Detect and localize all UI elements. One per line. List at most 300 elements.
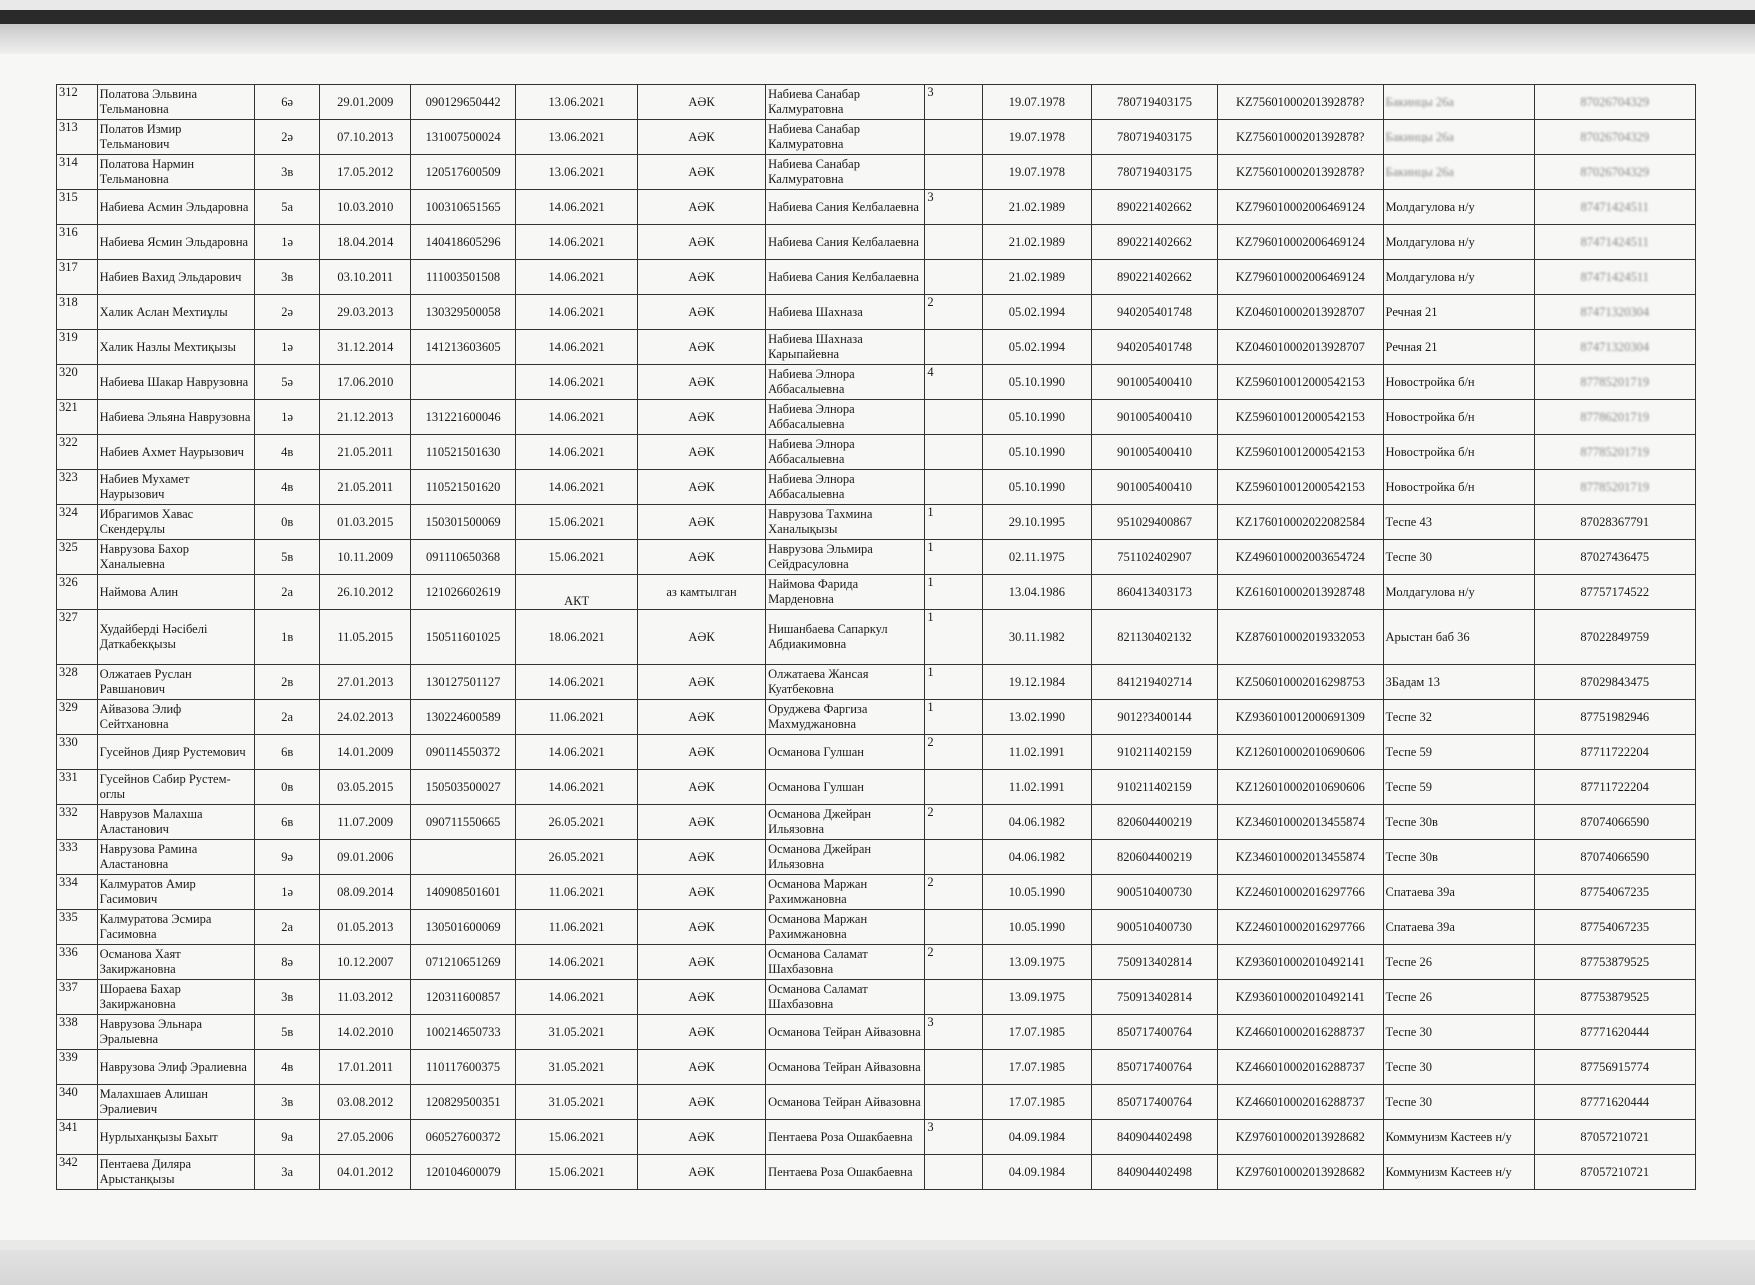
basis-cell: АӘК	[638, 610, 766, 665]
table-row	[57, 330, 1696, 365]
student-iin-cell: 090114550372	[411, 735, 516, 770]
phone-cell: 87026704329	[1534, 155, 1695, 190]
student-iin-cell: 140908501601	[411, 875, 516, 910]
class-cell: 2а	[254, 700, 320, 735]
parent-birth-date-cell: 04.09.1984	[982, 1155, 1091, 1190]
date-cell: 14.06.2021	[516, 945, 638, 980]
student-iin-cell: 120311600857	[411, 980, 516, 1015]
parent-birth-date-cell: 17.07.1985	[982, 1085, 1091, 1120]
birth-date-cell: 31.12.2014	[320, 330, 411, 365]
student-name: Полатова Нармин Тельмановна	[97, 155, 254, 190]
parent-birth-date-cell: 19.07.1978	[982, 85, 1091, 120]
parent-birth-date-cell: 10.05.1990	[982, 910, 1091, 945]
parent-iin-cell: 901005400410	[1091, 400, 1217, 435]
birth-date-cell: 03.10.2011	[320, 260, 411, 295]
class-cell: 4в	[254, 470, 320, 505]
phone-cell: 87754067235	[1534, 910, 1695, 945]
parent-iin-cell: 901005400410	[1091, 435, 1217, 470]
parent-birth-date-cell: 19.12.1984	[982, 665, 1091, 700]
class-cell: 0в	[254, 505, 320, 540]
student-iin-cell: 120104600079	[411, 1155, 516, 1190]
children-count-cell	[925, 1085, 982, 1120]
table-row	[57, 85, 1696, 120]
parent-name-cell: Набиева Санабар Калмуратовна	[766, 155, 925, 190]
children-count-cell: 2	[925, 805, 982, 840]
table-row	[57, 540, 1696, 575]
phone-cell: 87785201719	[1534, 365, 1695, 400]
children-count-cell	[925, 470, 982, 505]
date-cell: 15.06.2021	[516, 540, 638, 575]
row-number: 325	[57, 540, 98, 575]
date-cell: 14.06.2021	[516, 295, 638, 330]
birth-date-cell: 18.04.2014	[320, 225, 411, 260]
row-number: 328	[57, 665, 98, 700]
children-count-cell: 3	[925, 85, 982, 120]
row-number: 341	[57, 1120, 98, 1155]
birth-date-cell: 03.05.2015	[320, 770, 411, 805]
table-row	[57, 260, 1696, 295]
parent-name-cell: Пентаева Роза Ошакбаевна	[766, 1155, 925, 1190]
parent-name-cell: Османова Маржан Рахимжановна	[766, 875, 925, 910]
class-cell: 1ә	[254, 225, 320, 260]
row-number: 317	[57, 260, 98, 295]
children-count-cell: 4	[925, 365, 982, 400]
class-cell: 5а	[254, 190, 320, 225]
birth-date-cell: 11.03.2012	[320, 980, 411, 1015]
basis-cell: АӘК	[638, 540, 766, 575]
phone-cell: 87057210721	[1534, 1155, 1695, 1190]
row-number: 327	[57, 610, 98, 665]
parent-iin-cell: 890221402662	[1091, 190, 1217, 225]
parent-iin-cell: 840904402498	[1091, 1120, 1217, 1155]
student-iin-cell: 100310651565	[411, 190, 516, 225]
row-number: 331	[57, 770, 98, 805]
birth-date-cell: 17.01.2011	[320, 1050, 411, 1085]
row-number: 337	[57, 980, 98, 1015]
class-cell: 2в	[254, 665, 320, 700]
parent-iin-cell: 821130402132	[1091, 610, 1217, 665]
student-name: Османова Хаят Закиржановна	[97, 945, 254, 980]
row-number: 339	[57, 1050, 98, 1085]
class-cell: 3в	[254, 155, 320, 190]
student-name: Набиева Эльяна Наврузовна	[97, 400, 254, 435]
phone-cell: 87471320304	[1534, 295, 1695, 330]
parent-birth-date-cell: 17.07.1985	[982, 1015, 1091, 1050]
student-name: Гусейнов Дияр Рустемович	[97, 735, 254, 770]
table-row	[57, 505, 1696, 540]
birth-date-cell: 09.01.2006	[320, 840, 411, 875]
phone-cell: 87785201719	[1534, 470, 1695, 505]
date-cell: 11.06.2021	[516, 700, 638, 735]
birth-date-cell: 29.01.2009	[320, 85, 411, 120]
basis-cell: аз камтылган	[638, 575, 766, 610]
student-iin-cell: 110521501630	[411, 435, 516, 470]
address-cell: Новостройка б/н	[1383, 400, 1534, 435]
table-row	[57, 295, 1696, 330]
basis-cell: АӘК	[638, 980, 766, 1015]
parent-iin-cell: 910211402159	[1091, 735, 1217, 770]
date-cell: 11.06.2021	[516, 875, 638, 910]
date-cell: 14.06.2021	[516, 435, 638, 470]
student-iin-cell: 110521501620	[411, 470, 516, 505]
date-cell: 13.06.2021	[516, 120, 638, 155]
iban-cell: KZ496010002003654724	[1217, 540, 1383, 575]
basis-cell: АӘК	[638, 840, 766, 875]
iban-cell: KZ796010002006469124	[1217, 190, 1383, 225]
student-iin-cell: 131221600046	[411, 400, 516, 435]
row-number: 322	[57, 435, 98, 470]
birth-date-cell: 03.08.2012	[320, 1085, 411, 1120]
student-name: Набиева Шакар Наврузовна	[97, 365, 254, 400]
students-table	[56, 84, 1696, 1190]
student-iin-cell	[411, 365, 516, 400]
date-cell: 15.06.2021	[516, 1120, 638, 1155]
parent-iin-cell: 841219402714	[1091, 665, 1217, 700]
row-number: 338	[57, 1015, 98, 1050]
address-cell: Молдагулова н/у	[1383, 225, 1534, 260]
student-name: Наврузова Бахор Ханалыевна	[97, 540, 254, 575]
student-name: Калмуратов Амир Гасимович	[97, 875, 254, 910]
date-cell: 31.05.2021	[516, 1015, 638, 1050]
address-cell: Теспе 26	[1383, 980, 1534, 1015]
student-name: Гусейнов Сабир Рустем-оглы	[97, 770, 254, 805]
birth-date-cell: 17.05.2012	[320, 155, 411, 190]
parent-name-cell: Османова Маржан Рахимжановна	[766, 910, 925, 945]
iban-cell: KZ75601000201392878?	[1217, 120, 1383, 155]
birth-date-cell: 27.05.2006	[320, 1120, 411, 1155]
iban-cell: KZ346010002013455874	[1217, 805, 1383, 840]
class-cell: 9а	[254, 1120, 320, 1155]
parent-birth-date-cell: 05.10.1990	[982, 435, 1091, 470]
parent-birth-date-cell: 17.07.1985	[982, 1050, 1091, 1085]
basis-cell: АӘК	[638, 400, 766, 435]
birth-date-cell: 21.12.2013	[320, 400, 411, 435]
parent-iin-cell: 751102402907	[1091, 540, 1217, 575]
class-cell: 1ә	[254, 400, 320, 435]
class-cell: 5ә	[254, 365, 320, 400]
parent-iin-cell: 780719403175	[1091, 155, 1217, 190]
row-number: 332	[57, 805, 98, 840]
student-iin-cell: 111003501508	[411, 260, 516, 295]
iban-cell: KZ466010002016288737	[1217, 1015, 1383, 1050]
address-cell: Теспе 30	[1383, 1015, 1534, 1050]
children-count-cell: 3	[925, 1120, 982, 1155]
date-cell: 11.06.2021	[516, 910, 638, 945]
phone-cell: 87057210721	[1534, 1120, 1695, 1155]
table-row	[57, 400, 1696, 435]
iban-cell: KZ936010012000691309	[1217, 700, 1383, 735]
basis-cell: АӘК	[638, 1050, 766, 1085]
address-cell: Теспе 59	[1383, 770, 1534, 805]
table-row	[57, 435, 1696, 470]
basis-cell: АӘК	[638, 1085, 766, 1120]
table-row	[57, 665, 1696, 700]
parent-iin-cell: 910211402159	[1091, 770, 1217, 805]
student-name: Наврузова Рамина Аластановна	[97, 840, 254, 875]
iban-cell: KZ976010002013928682	[1217, 1155, 1383, 1190]
class-cell: 6ә	[254, 85, 320, 120]
basis-cell: АӘК	[638, 665, 766, 700]
table-row	[57, 700, 1696, 735]
class-cell: 3в	[254, 1085, 320, 1120]
address-cell: Бакинцы 26а	[1383, 120, 1534, 155]
student-iin-cell: 100214650733	[411, 1015, 516, 1050]
parent-name-cell: Набиева Шахназа Карыпайевна	[766, 330, 925, 365]
parent-birth-date-cell: 04.06.1982	[982, 840, 1091, 875]
student-name: Нурлыханқызы Бахыт	[97, 1120, 254, 1155]
birth-date-cell: 24.02.2013	[320, 700, 411, 735]
class-cell: 6в	[254, 735, 320, 770]
basis-cell: АӘК	[638, 470, 766, 505]
iban-cell: KZ246010002016297766	[1217, 910, 1383, 945]
table-row	[57, 1050, 1696, 1085]
parent-birth-date-cell: 13.09.1975	[982, 945, 1091, 980]
class-cell: 3в	[254, 980, 320, 1015]
parent-birth-date-cell: 21.02.1989	[982, 190, 1091, 225]
birth-date-cell: 01.03.2015	[320, 505, 411, 540]
parent-iin-cell: 890221402662	[1091, 260, 1217, 295]
basis-cell: АӘК	[638, 770, 766, 805]
children-count-cell: 1	[925, 575, 982, 610]
parent-birth-date-cell: 02.11.1975	[982, 540, 1091, 575]
address-cell: Спатаева 39а	[1383, 875, 1534, 910]
date-cell: 15.06.2021	[516, 505, 638, 540]
class-cell: 4в	[254, 435, 320, 470]
row-number: 326	[57, 575, 98, 610]
parent-name-cell: Османова Гулшан	[766, 735, 925, 770]
class-cell: 5в	[254, 1015, 320, 1050]
iban-cell: KZ176010002022082584	[1217, 505, 1383, 540]
row-number: 340	[57, 1085, 98, 1120]
parent-name-cell: Набиева Элнора Аббасалыевна	[766, 365, 925, 400]
children-count-cell	[925, 910, 982, 945]
table-row	[57, 735, 1696, 770]
children-count-cell	[925, 980, 982, 1015]
table-row	[57, 1155, 1696, 1190]
student-iin-cell	[411, 840, 516, 875]
iban-cell: KZ466010002016288737	[1217, 1085, 1383, 1120]
birth-date-cell: 17.06.2010	[320, 365, 411, 400]
children-count-cell	[925, 1155, 982, 1190]
student-name: Шораева Бахар Закиржановна	[97, 980, 254, 1015]
row-number: 318	[57, 295, 98, 330]
scan-edge-bottom	[0, 1250, 1755, 1285]
table-row	[57, 120, 1696, 155]
student-name: Олжатаев Руслан Равшанович	[97, 665, 254, 700]
children-count-cell: 1	[925, 505, 982, 540]
class-cell: 1ә	[254, 330, 320, 365]
address-cell: Речная 21	[1383, 295, 1534, 330]
basis-cell: АӘК	[638, 295, 766, 330]
birth-date-cell: 26.10.2012	[320, 575, 411, 610]
table-row	[57, 610, 1696, 665]
address-cell: Теспе 30	[1383, 540, 1534, 575]
table-row	[57, 1120, 1696, 1155]
children-count-cell	[925, 435, 982, 470]
parent-name-cell: Набиева Элнора Аббасалыевна	[766, 435, 925, 470]
row-number: 312	[57, 85, 98, 120]
student-name: Полатова Эльвина Тельмановна	[97, 85, 254, 120]
address-cell: Молдагулова н/у	[1383, 575, 1534, 610]
address-cell: Новостройка б/н	[1383, 365, 1534, 400]
table-row	[57, 910, 1696, 945]
children-count-cell: 2	[925, 295, 982, 330]
parent-iin-cell: 9012?3400144	[1091, 700, 1217, 735]
date-cell: 14.06.2021	[516, 260, 638, 295]
children-count-cell: 2	[925, 945, 982, 980]
birth-date-cell: 11.07.2009	[320, 805, 411, 840]
address-cell: Арыстан баб 36	[1383, 610, 1534, 665]
basis-cell: АӘК	[638, 1120, 766, 1155]
parent-birth-date-cell: 04.06.1982	[982, 805, 1091, 840]
date-cell: АКТ	[516, 575, 638, 610]
children-count-cell: 3	[925, 1015, 982, 1050]
student-iin-cell: 150511601025	[411, 610, 516, 665]
children-count-cell	[925, 120, 982, 155]
phone-cell: 87757174522	[1534, 575, 1695, 610]
table-row	[57, 1085, 1696, 1120]
iban-cell: KZ876010002019332053	[1217, 610, 1383, 665]
parent-birth-date-cell: 30.11.1982	[982, 610, 1091, 665]
basis-cell: АӘК	[638, 155, 766, 190]
phone-cell: 87471424511	[1534, 225, 1695, 260]
iban-cell: KZ046010002013928707	[1217, 295, 1383, 330]
phone-cell: 87711722204	[1534, 770, 1695, 805]
date-cell: 14.06.2021	[516, 190, 638, 225]
parent-name-cell: Набиева Элнора Аббасалыевна	[766, 400, 925, 435]
table-row	[57, 155, 1696, 190]
date-cell: 31.05.2021	[516, 1050, 638, 1085]
children-count-cell: 3	[925, 190, 982, 225]
iban-cell: KZ596010012000542153	[1217, 400, 1383, 435]
scanned-page	[0, 10, 1755, 1240]
iban-cell: KZ126010002010690606	[1217, 735, 1383, 770]
address-cell: Новостройка б/н	[1383, 470, 1534, 505]
date-cell: 13.06.2021	[516, 155, 638, 190]
basis-cell: АӘК	[638, 945, 766, 980]
parent-iin-cell: 820604400219	[1091, 805, 1217, 840]
table-row	[57, 225, 1696, 260]
row-number: 320	[57, 365, 98, 400]
address-cell: Коммунизм Кастеев н/у	[1383, 1155, 1534, 1190]
row-number: 314	[57, 155, 98, 190]
student-name: Пентаева Диляра Арыстанқызы	[97, 1155, 254, 1190]
basis-cell: АӘК	[638, 225, 766, 260]
parent-iin-cell: 850717400764	[1091, 1015, 1217, 1050]
table-row	[57, 575, 1696, 610]
class-cell: 8ә	[254, 945, 320, 980]
table-row	[57, 840, 1696, 875]
student-name: Малахшаев Алишан Эралиевич	[97, 1085, 254, 1120]
parent-name-cell: Османова Саламат Шахбазовна	[766, 980, 925, 1015]
table-row	[57, 770, 1696, 805]
basis-cell: АӘК	[638, 435, 766, 470]
parent-iin-cell: 840904402498	[1091, 1155, 1217, 1190]
class-cell: 1в	[254, 610, 320, 665]
phone-cell: 87771620444	[1534, 1015, 1695, 1050]
address-cell: Теспе 30	[1383, 1085, 1534, 1120]
parent-iin-cell: 850717400764	[1091, 1050, 1217, 1085]
basis-cell: АӘК	[638, 120, 766, 155]
birth-date-cell: 10.11.2009	[320, 540, 411, 575]
parent-birth-date-cell: 19.07.1978	[982, 155, 1091, 190]
address-cell: Спатаева 39а	[1383, 910, 1534, 945]
phone-cell: 87029843475	[1534, 665, 1695, 700]
birth-date-cell: 21.05.2011	[320, 435, 411, 470]
parent-birth-date-cell: 29.10.1995	[982, 505, 1091, 540]
row-number: 324	[57, 505, 98, 540]
address-cell: Коммунизм Кастеев н/у	[1383, 1120, 1534, 1155]
basis-cell: АӘК	[638, 1015, 766, 1050]
row-number: 330	[57, 735, 98, 770]
basis-cell: АӘК	[638, 190, 766, 225]
parent-name-cell: Оруджева Фаргиза Махмуджановна	[766, 700, 925, 735]
parent-birth-date-cell: 13.04.1986	[982, 575, 1091, 610]
date-cell: 14.06.2021	[516, 330, 638, 365]
parent-birth-date-cell: 13.02.1990	[982, 700, 1091, 735]
date-cell: 13.06.2021	[516, 85, 638, 120]
student-iin-cell: 130224600589	[411, 700, 516, 735]
parent-name-cell: Набиева Сания Келбалаевна	[766, 225, 925, 260]
parent-name-cell: Набиева Сания Келбалаевна	[766, 260, 925, 295]
phone-cell: 87471424511	[1534, 260, 1695, 295]
iban-cell: KZ246010002016297766	[1217, 875, 1383, 910]
basis-cell: АӘК	[638, 805, 766, 840]
table-row	[57, 980, 1696, 1015]
row-number: 323	[57, 470, 98, 505]
date-cell: 14.06.2021	[516, 400, 638, 435]
address-cell: Теспе 30в	[1383, 840, 1534, 875]
student-name: Набиев Мухамет Наурызович	[97, 470, 254, 505]
address-cell: Теспе 59	[1383, 735, 1534, 770]
parent-iin-cell: 820604400219	[1091, 840, 1217, 875]
birth-date-cell: 10.03.2010	[320, 190, 411, 225]
address-cell: Новостройка б/н	[1383, 435, 1534, 470]
table-row	[57, 190, 1696, 225]
children-count-cell: 1	[925, 665, 982, 700]
birth-date-cell: 10.12.2007	[320, 945, 411, 980]
basis-cell: АӘК	[638, 700, 766, 735]
basis-cell: АӘК	[638, 1155, 766, 1190]
phone-cell: 87028367791	[1534, 505, 1695, 540]
student-name: Набиев Вахид Эльдарович	[97, 260, 254, 295]
iban-cell: KZ596010012000542153	[1217, 470, 1383, 505]
phone-cell: 87074066590	[1534, 840, 1695, 875]
basis-cell: АӘК	[638, 910, 766, 945]
parent-name-cell: Олжатаева Жансая Куатбековна	[766, 665, 925, 700]
phone-cell: 87074066590	[1534, 805, 1695, 840]
parent-name-cell: Османова Джейран Ильязовна	[766, 840, 925, 875]
iban-cell: KZ466010002016288737	[1217, 1050, 1383, 1085]
date-cell: 14.06.2021	[516, 365, 638, 400]
address-cell: Молдагулова н/у	[1383, 190, 1534, 225]
birth-date-cell: 21.05.2011	[320, 470, 411, 505]
parent-iin-cell: 750913402814	[1091, 945, 1217, 980]
class-cell: 0в	[254, 770, 320, 805]
table-row	[57, 875, 1696, 910]
children-count-cell	[925, 330, 982, 365]
iban-cell: KZ976010002013928682	[1217, 1120, 1383, 1155]
student-name: Калмуратова Эсмира Гасимовна	[97, 910, 254, 945]
date-cell: 14.06.2021	[516, 225, 638, 260]
student-iin-cell: 131007500024	[411, 120, 516, 155]
birth-date-cell: 29.03.2013	[320, 295, 411, 330]
date-cell: 15.06.2021	[516, 1155, 638, 1190]
table-body	[57, 85, 1696, 1190]
row-number: 336	[57, 945, 98, 980]
parent-iin-cell: 780719403175	[1091, 85, 1217, 120]
iban-cell: KZ75601000201392878?	[1217, 155, 1383, 190]
